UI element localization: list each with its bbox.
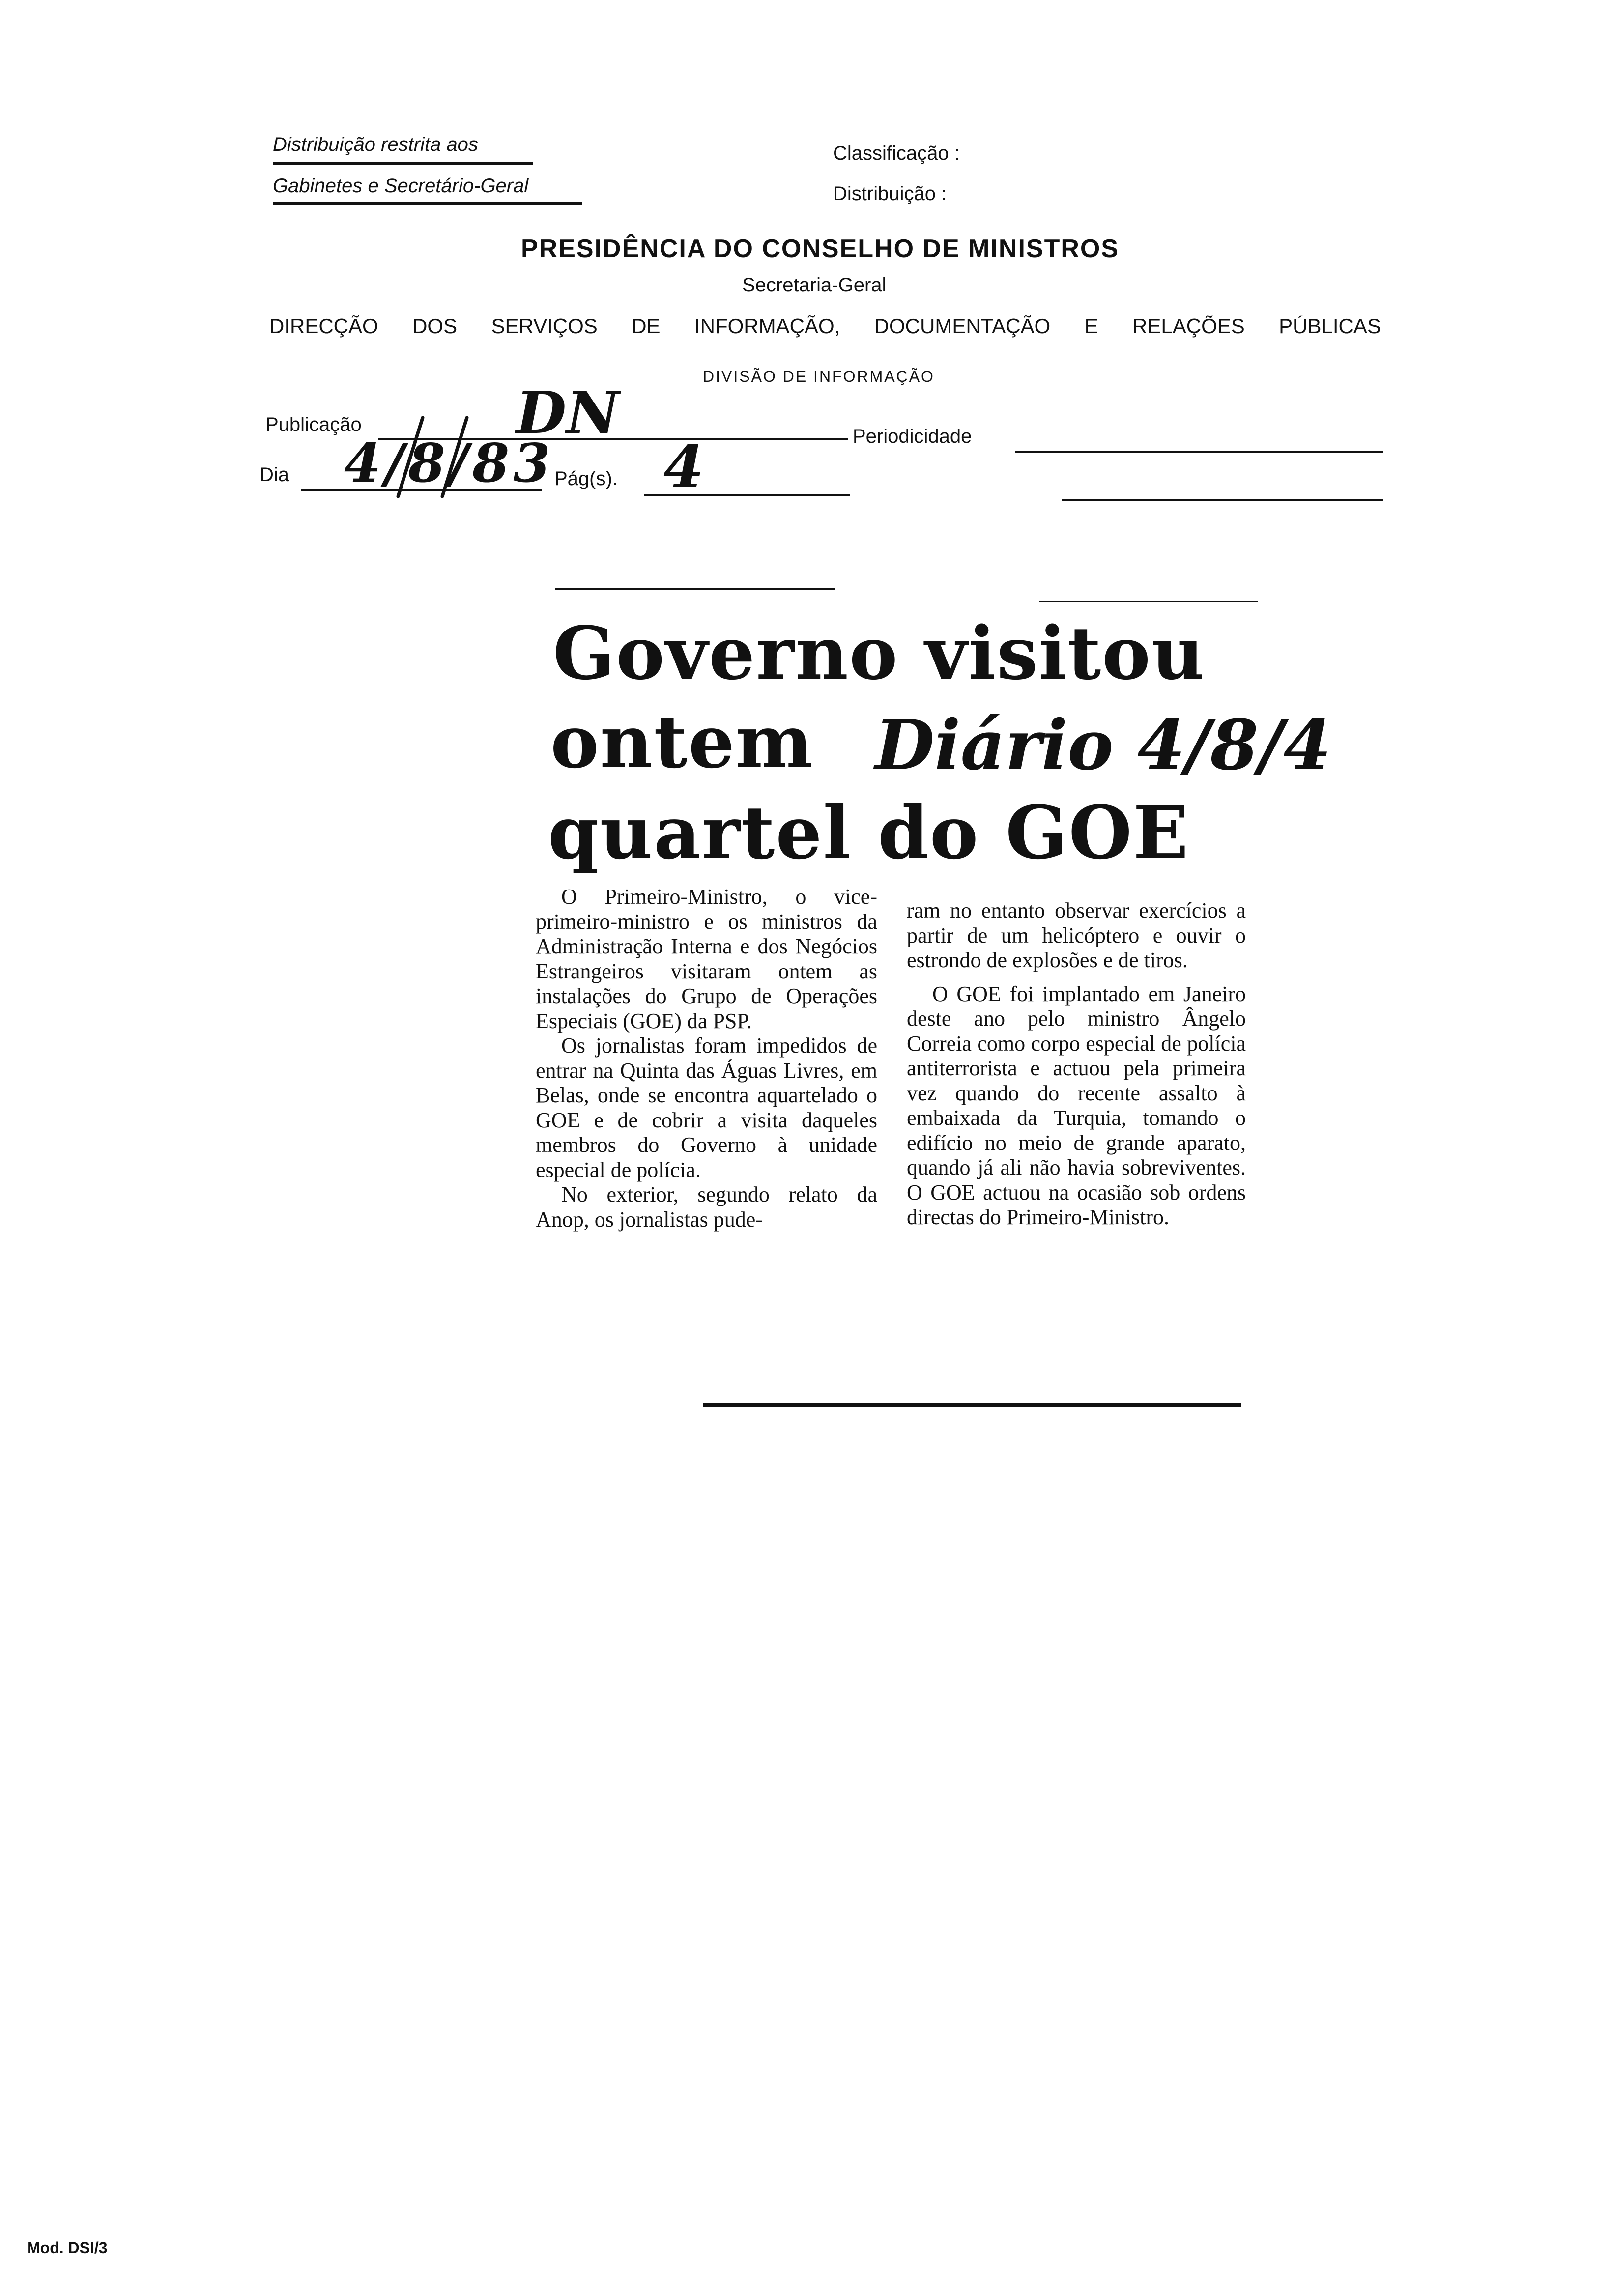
restricted-underline-2 — [273, 202, 582, 205]
clipping-rule-bottom — [703, 1403, 1241, 1407]
direccao-word: DOS — [412, 315, 458, 338]
secretaria-geral: Secretaria-Geral — [742, 274, 887, 296]
restricted-underline-1 — [273, 162, 533, 165]
article-column-1 — [536, 885, 877, 1371]
dia-label: Dia — [259, 464, 289, 486]
restricted-distribution-line2: Gabinetes e Secretário-Geral — [273, 175, 529, 197]
distribuicao-label: Distribuição : — [833, 183, 947, 204]
publicacao-label: Publicação — [265, 414, 362, 435]
direccao-heading — [269, 315, 1381, 338]
paragraph: ram no entanto observar exercícios a partir de um helicóptero e ouvir o estrondo de explosões e de tiros. — [907, 898, 1246, 972]
publicacao-handwritten-value: DN — [516, 378, 620, 447]
direccao-word: DOCUMENTAÇÃO — [874, 315, 1051, 338]
direccao-word: RELAÇÕES — [1132, 315, 1245, 338]
divisao-informacao: DIVISÃO DE INFORMAÇÃO — [703, 368, 935, 385]
article-column-2 — [907, 898, 1246, 1375]
pag-handwritten-value: 4 — [663, 432, 704, 501]
direccao-word: DIRECÇÃO — [269, 315, 378, 338]
direccao-word: SERVIÇOS — [491, 315, 598, 338]
periodicidade-field-line — [1015, 451, 1383, 453]
presidencia-heading: PRESIDÊNCIA DO CONSELHO DE MINISTROS — [521, 234, 1120, 263]
direccao-word: E — [1084, 315, 1098, 338]
paragraph: No exterior, segundo relato da Anop, os jornalistas pude- — [536, 1182, 877, 1232]
classificacao-label: Classificação : — [833, 143, 960, 164]
periodicidade-label: Periodicidade — [853, 426, 972, 447]
pag-label: Pág(s). — [554, 468, 618, 489]
headline-line-3: quartel do GOE — [548, 790, 1190, 875]
form-model-code: Mod. DSI/3 — [27, 2239, 108, 2257]
clipping-rule-left — [555, 588, 835, 590]
paragraph: O GOE foi implantado em Janeiro deste ano pelo ministro Ângelo Correia como corpo especial de polícia antiterrorista e actuou pela primeira vez quando do recente assalto à embaixada da Turquia, tomando o edifício no meio de grande aparato, quando já ali não havia sobreviventes. O GOE actuou na ocasião sob ordens directas do Primeiro-Ministro. — [907, 981, 1246, 1229]
headline-line-1: Governo visitou — [553, 610, 1206, 696]
clipping-rule-right — [1039, 601, 1258, 602]
handwritten-note: Diário 4/8/4 — [875, 705, 1331, 786]
dia-handwritten-value: 4/8/83 — [344, 432, 554, 494]
restricted-distribution-line1: Distribuição restrita aos — [273, 134, 478, 155]
tendencia-field-line — [1062, 499, 1383, 501]
headline-line-2: ontem — [550, 699, 814, 784]
paragraph: Os jornalistas foram impedidos de entrar na Quinta das Águas Livres, em Belas, onde se encontra aquartelado o GOE e de cobrir a visita daqueles membros do Governo à unidade especial de polícia. — [536, 1033, 877, 1182]
direccao-word: INFORMAÇÃO, — [694, 315, 840, 338]
direccao-word: DE — [632, 315, 661, 338]
paragraph: O Primeiro-Ministro, o vice-primeiro-ministro e os ministros da Administração Interna e dos Negócios Estrangeiros visitaram ontem as instalações do Grupo de Operações Especiais (GOE) da PSP. — [536, 885, 877, 1033]
direccao-word: PÚBLICAS — [1279, 315, 1381, 338]
